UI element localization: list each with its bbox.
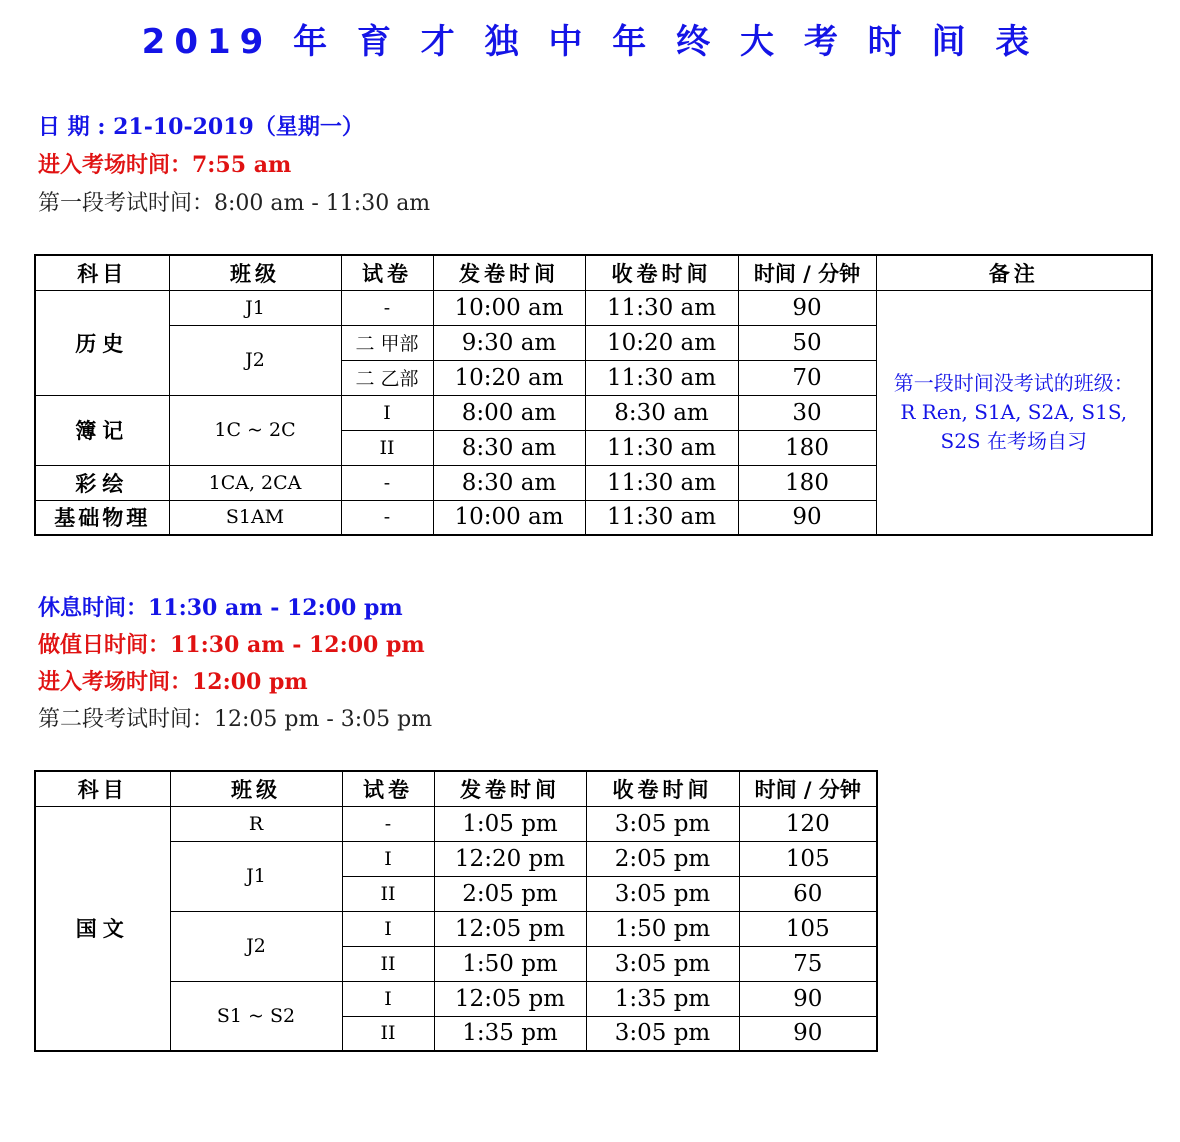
duration-cell: 90 (739, 1016, 877, 1051)
issue-time-cell: 12:05 pm (434, 911, 586, 946)
collect-time-cell: 3:05 pm (586, 946, 739, 981)
duration-cell: 30 (738, 395, 876, 430)
table-row (35, 806, 877, 841)
issue-time-cell: 10:00 am (433, 290, 585, 325)
issue-time-cell: 1:05 pm (434, 806, 586, 841)
subject-chinese: 国文 (35, 806, 170, 1051)
header-issue-time: 发卷时间 (434, 771, 586, 806)
issue-time-cell: 10:00 am (433, 500, 585, 535)
header-subject: 科目 (35, 771, 170, 806)
paper-cell: II (342, 1016, 434, 1051)
collect-time-cell: 3:05 pm (586, 1016, 739, 1051)
duration-cell: 50 (738, 325, 876, 360)
issue-time-cell: 9:30 am (433, 325, 585, 360)
paper-cell: - (341, 290, 433, 325)
header-issue-time: 发卷时间 (433, 255, 585, 290)
header-class: 班级 (169, 255, 341, 290)
class-cell: J1 (169, 290, 341, 325)
duration-cell: 70 (738, 360, 876, 395)
paper-cell: II (342, 876, 434, 911)
duration-cell: 180 (738, 465, 876, 500)
remarks-note: 第一段时间没考试的班级：R Ren, S1A, S2A, S1S, S2S 在考场自习 (876, 290, 1152, 535)
issue-time-cell: 8:00 am (433, 395, 585, 430)
duration-cell: 75 (739, 946, 877, 981)
subject-history: 历史 (35, 290, 169, 395)
page-title: 2019 年 育 才 独 中 年 终 大 考 时 间 表 (141, 22, 1039, 62)
table-row (35, 290, 1152, 325)
paper-cell: II (342, 946, 434, 981)
collect-time-cell: 11:30 am (585, 360, 738, 395)
duration-cell: 105 (739, 841, 877, 876)
duration-cell: 180 (738, 430, 876, 465)
paper-cell: I (342, 981, 434, 1016)
issue-time-cell: 12:05 pm (434, 981, 586, 1016)
class-cell: J2 (169, 325, 341, 395)
collect-time-cell: 10:20 am (585, 325, 738, 360)
paper-cell: 二 甲部 (341, 325, 433, 360)
issue-time-cell: 8:30 am (433, 465, 585, 500)
header-collect-time: 收卷时间 (585, 255, 738, 290)
collect-time-cell: 1:50 pm (586, 911, 739, 946)
collect-time-cell: 11:30 am (585, 465, 738, 500)
entry-time-morning: 进入考场时间：7:55 am (38, 152, 292, 178)
exam-date: 日 期 : 21-10-2019（星期一） (38, 114, 364, 140)
header-collect-time: 收卷时间 (586, 771, 739, 806)
collect-time-cell: 1:35 pm (586, 981, 739, 1016)
collect-time-cell: 11:30 am (585, 500, 738, 535)
header-subject: 科目 (35, 255, 169, 290)
duration-cell: 60 (739, 876, 877, 911)
paper-cell: - (341, 500, 433, 535)
paper-cell: - (342, 806, 434, 841)
class-cell: 1C ~ 2C (169, 395, 341, 465)
break-time: 休息时间：11:30 am - 12:00 pm (38, 595, 403, 621)
paper-cell: I (342, 911, 434, 946)
table-header-row (35, 771, 877, 806)
session-one-time: 第一段考试时间：8:00 am - 11:30 am (38, 191, 431, 216)
paper-cell: I (342, 841, 434, 876)
collect-time-cell: 3:05 pm (586, 876, 739, 911)
duty-time: 做值日时间：11:30 am - 12:00 pm (38, 632, 425, 658)
header-paper: 试卷 (341, 255, 433, 290)
class-cell: 1CA, 2CA (169, 465, 341, 500)
paper-cell: I (341, 395, 433, 430)
issue-time-cell: 12:20 pm (434, 841, 586, 876)
session-one-table (34, 254, 1153, 536)
class-cell: J2 (170, 911, 342, 981)
collect-time-cell: 11:30 am (585, 290, 738, 325)
issue-time-cell: 8:30 am (433, 430, 585, 465)
issue-time-cell: 1:35 pm (434, 1016, 586, 1051)
table-header-row (35, 255, 1152, 290)
paper-cell: - (341, 465, 433, 500)
collect-time-cell: 8:30 am (585, 395, 738, 430)
issue-time-cell: 10:20 am (433, 360, 585, 395)
class-cell: S1AM (169, 500, 341, 535)
duration-cell: 90 (738, 290, 876, 325)
header-duration: 时间 / 分钟 (739, 771, 877, 806)
header-remarks: 备注 (876, 255, 1152, 290)
header-class: 班级 (170, 771, 342, 806)
session-two-table (34, 770, 878, 1052)
duration-cell: 120 (739, 806, 877, 841)
entry-time-afternoon: 进入考场时间：12:00 pm (38, 669, 308, 695)
subject-accounting: 簿记 (35, 395, 169, 465)
duration-cell: 90 (739, 981, 877, 1016)
class-cell: S1 ~ S2 (170, 981, 342, 1051)
paper-cell: II (341, 430, 433, 465)
header-duration: 时间 / 分钟 (738, 255, 876, 290)
paper-cell: 二 乙部 (341, 360, 433, 395)
duration-cell: 105 (739, 911, 877, 946)
subject-art: 彩绘 (35, 465, 169, 500)
issue-time-cell: 2:05 pm (434, 876, 586, 911)
collect-time-cell: 3:05 pm (586, 806, 739, 841)
collect-time-cell: 2:05 pm (586, 841, 739, 876)
class-cell: R (170, 806, 342, 841)
class-cell: J1 (170, 841, 342, 911)
subject-physics: 基础物理 (35, 500, 169, 535)
issue-time-cell: 1:50 pm (434, 946, 586, 981)
header-paper: 试卷 (342, 771, 434, 806)
collect-time-cell: 11:30 am (585, 430, 738, 465)
session-two-time: 第二段考试时间：12:05 pm - 3:05 pm (38, 707, 433, 732)
duration-cell: 90 (738, 500, 876, 535)
